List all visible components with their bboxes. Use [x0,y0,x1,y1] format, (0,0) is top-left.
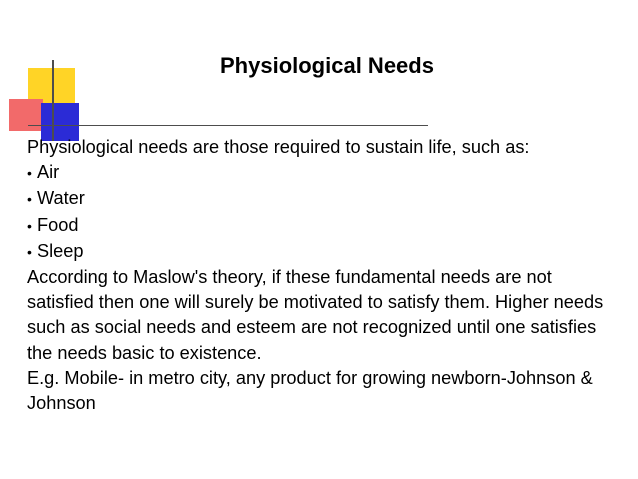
bullet-item [27,213,617,239]
bullet-label: Sleep [37,240,84,261]
example-text: E.g. Mobile- in metro city, any product for growing newborn-Johnson & Johnson [27,367,593,414]
decor-vertical-line [52,60,54,141]
bullet-item [27,186,617,212]
theory-paragraph: According to Maslow's theory, if these fundamental needs are not satisfied then one will surely be motivated to satisfy them. Higher needs such as social needs and esteem are not recognized until one satisfies the needs basic to existence. [27,267,604,363]
intro-text: Physiological needs are those required to sustain life, such as: [27,137,530,157]
slide-body [27,135,617,416]
bullet-label: Food [37,214,79,235]
bullet-icon: • [27,165,32,182]
bullet-label: Air [37,162,60,183]
bullet-item [27,160,617,186]
bullet-item [27,239,617,265]
bullet-icon: • [27,191,32,208]
decor-horizontal-line [28,125,428,126]
bullet-icon: • [27,217,32,234]
bullet-label: Water [37,188,85,209]
bullet-icon: • [27,243,32,260]
decor-red-square [9,99,43,131]
slide-title: Physiological Needs [220,53,434,78]
